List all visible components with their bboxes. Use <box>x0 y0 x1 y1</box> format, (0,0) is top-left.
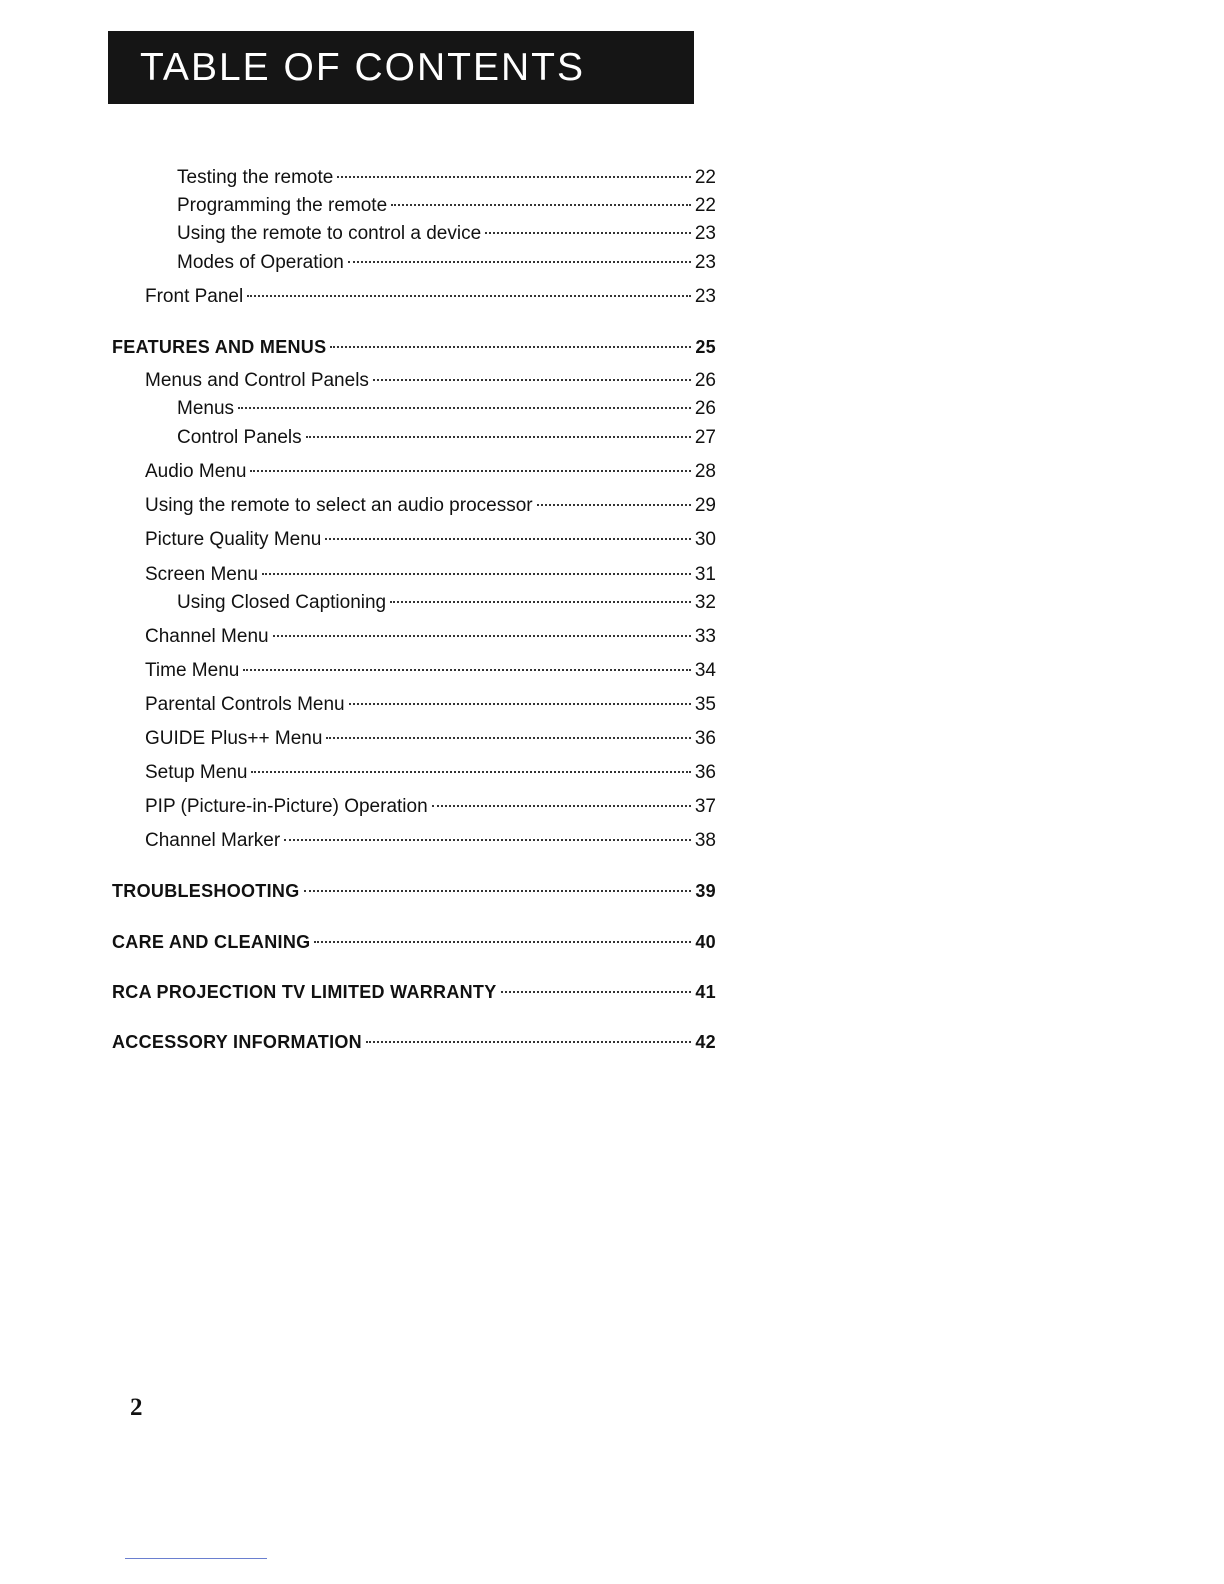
toc-page-number: 39 <box>695 881 716 901</box>
toc-label: ACCESSORY INFORMATION <box>112 1032 362 1052</box>
toc-entry-picture-quality-menu[interactable] <box>145 528 716 552</box>
toc-entry-testing-the-remote[interactable] <box>177 166 716 190</box>
toc-page-number: 41 <box>695 982 716 1002</box>
toc-page-number: 22 <box>694 195 716 216</box>
toc-label: Picture Quality Menu <box>145 529 322 550</box>
toc-label: Using Closed Captioning <box>177 592 387 613</box>
toc-page-number: 40 <box>695 932 716 952</box>
toc-label: GUIDE Plus++ Menu <box>145 728 323 749</box>
toc-section-features-and-menus[interactable] <box>112 335 716 359</box>
toc-label: Parental Controls Menu <box>145 694 345 715</box>
dot-leader <box>238 407 691 409</box>
toc-section-care-and-cleaning[interactable] <box>112 930 716 954</box>
toc-section-troubleshooting[interactable] <box>112 879 716 903</box>
toc-page-number: 22 <box>694 167 716 188</box>
toc-label: Front Panel <box>145 286 244 307</box>
dot-leader <box>337 176 691 178</box>
dot-leader <box>273 635 691 637</box>
toc-entry-channel-menu[interactable] <box>145 625 716 649</box>
dot-leader <box>284 839 691 841</box>
dot-leader <box>304 890 692 892</box>
dot-leader <box>373 379 691 381</box>
dot-leader <box>537 504 691 506</box>
toc-page-number: 26 <box>694 370 716 391</box>
dot-leader <box>366 1041 691 1043</box>
dot-leader <box>432 805 691 807</box>
toc-label: Audio Menu <box>145 461 247 482</box>
toc-label: RCA PROJECTION TV LIMITED WARRANTY <box>112 982 497 1002</box>
toc-entry-channel-marker[interactable] <box>145 829 716 853</box>
toc-entry-using-remote-control-device[interactable] <box>177 222 716 246</box>
toc-page-number: 38 <box>694 830 716 851</box>
dot-leader <box>314 941 691 943</box>
toc-label: FEATURES AND MENUS <box>112 337 327 357</box>
toc-label: Time Menu <box>145 660 240 681</box>
toc-page-number: 29 <box>694 495 716 516</box>
toc-label: PIP (Picture-in-Picture) Operation <box>145 796 428 817</box>
toc-label: Using the remote to select an audio processor <box>145 495 533 516</box>
toc-entry-front-panel[interactable] <box>145 285 716 309</box>
toc-page-number: 30 <box>694 529 716 550</box>
toc-entry-using-closed-captioning[interactable] <box>177 591 716 615</box>
toc-entry-guide-plus-menu[interactable] <box>145 727 716 751</box>
toc-entry-programming-the-remote[interactable] <box>177 194 716 218</box>
dot-leader <box>348 261 691 263</box>
dot-leader <box>247 295 691 297</box>
toc-page-number: 25 <box>695 337 716 357</box>
dot-leader <box>326 737 690 739</box>
toc-entry-select-audio-processor[interactable] <box>145 494 716 518</box>
toc-page-number: 31 <box>694 564 716 585</box>
toc-label: Modes of Operation <box>177 252 344 273</box>
toc-entry-menus-and-control-panels[interactable] <box>145 369 716 393</box>
toc-page-number: 34 <box>694 660 716 681</box>
toc-page-number: 28 <box>694 461 716 482</box>
dot-leader <box>349 703 691 705</box>
page-title: TABLE OF CONTENTS <box>140 46 585 89</box>
toc-label: CARE AND CLEANING <box>112 932 311 952</box>
toc-page-number: 23 <box>694 252 716 273</box>
toc-label: Menus <box>177 398 235 419</box>
toc-entry-screen-menu[interactable] <box>145 563 716 587</box>
toc-entry-modes-of-operation[interactable] <box>177 251 716 275</box>
dot-leader <box>330 346 691 348</box>
toc-entry-time-menu[interactable] <box>145 659 716 683</box>
dot-leader <box>325 538 691 540</box>
dot-leader <box>391 204 691 206</box>
toc-entry-parental-controls-menu[interactable] <box>145 693 716 717</box>
toc-entry-control-panels[interactable] <box>177 426 716 450</box>
toc-page-number: 32 <box>694 592 716 613</box>
toc-label: Menus and Control Panels <box>145 370 369 391</box>
toc-entry-menus[interactable] <box>177 397 716 421</box>
footer-rule <box>125 1558 267 1559</box>
toc-page-number: 26 <box>694 398 716 419</box>
toc-entry-audio-menu[interactable] <box>145 460 716 484</box>
toc-label: Control Panels <box>177 427 302 448</box>
toc-label: Testing the remote <box>177 167 334 188</box>
dot-leader <box>501 991 692 993</box>
toc-page-number: 37 <box>694 796 716 817</box>
toc-section-limited-warranty[interactable] <box>112 980 716 1004</box>
dot-leader <box>262 573 691 575</box>
dot-leader <box>485 232 691 234</box>
toc-label: Screen Menu <box>145 564 259 585</box>
toc-entry-pip-operation[interactable] <box>145 795 716 819</box>
toc-label: Channel Marker <box>145 830 281 851</box>
toc-page-number: 36 <box>694 762 716 783</box>
toc-page-number: 23 <box>694 286 716 307</box>
dot-leader <box>251 771 690 773</box>
toc-page-number: 35 <box>694 694 716 715</box>
toc-label: TROUBLESHOOTING <box>112 881 300 901</box>
toc-label: Using the remote to control a device <box>177 223 482 244</box>
dot-leader <box>390 601 691 603</box>
toc-label: Channel Menu <box>145 626 269 647</box>
toc-label: Setup Menu <box>145 762 248 783</box>
dot-leader <box>250 470 690 472</box>
toc-page-number: 27 <box>694 427 716 448</box>
toc-entry-setup-menu[interactable] <box>145 761 716 785</box>
toc-section-accessory-information[interactable] <box>112 1030 716 1054</box>
dot-leader <box>306 436 691 438</box>
toc-page-number: 33 <box>694 626 716 647</box>
toc-label: Programming the remote <box>177 195 388 216</box>
page-number: 2 <box>130 1394 143 1421</box>
dot-leader <box>243 669 691 671</box>
toc-page-number: 42 <box>695 1032 716 1052</box>
toc-page-number: 23 <box>694 223 716 244</box>
toc-page-number: 36 <box>694 728 716 749</box>
